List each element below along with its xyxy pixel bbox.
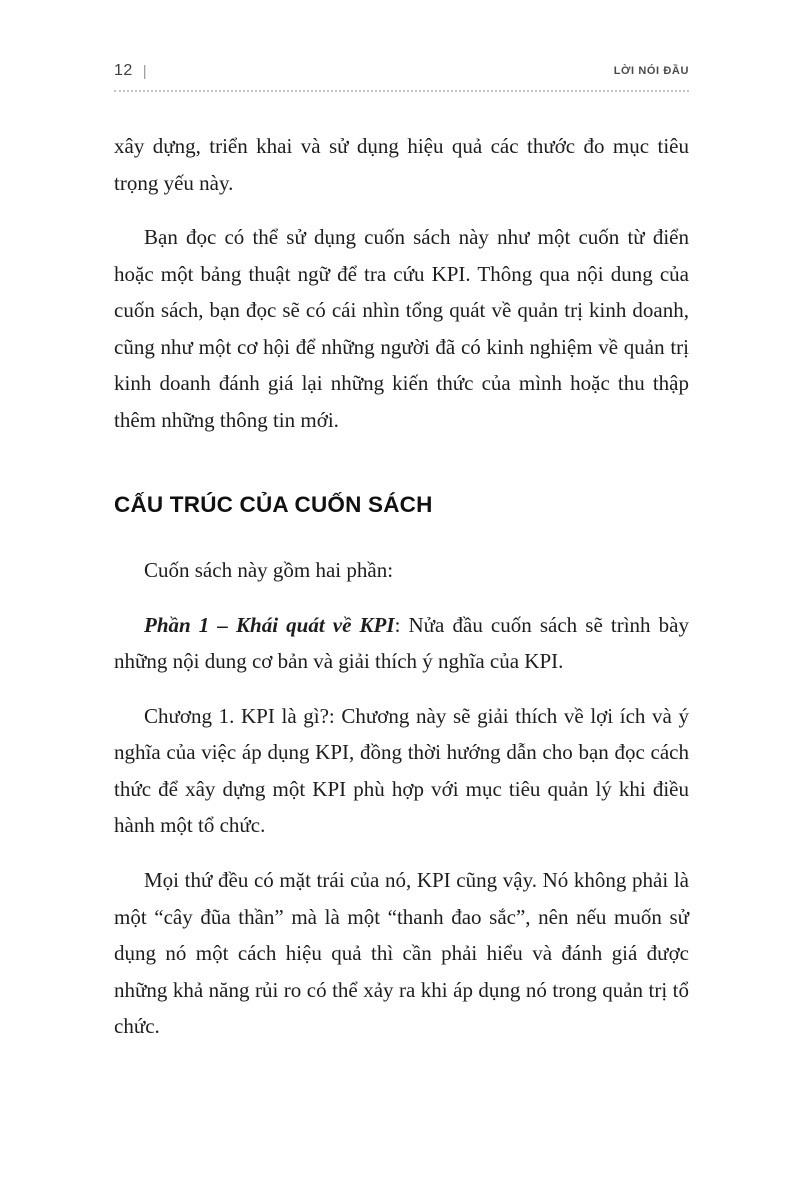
paragraph-chapter1: Chương 1. KPI là gì?: Chương này sẽ giải thích về lợi ích và ý nghĩa của việc áp dụng KPI, đồng thời hướng dẫn cho bạn đọc cách thức để xây dựng một KPI phù hợp với mục tiêu quản lý khi điều hành một tổ chức. [114,703,689,838]
paragraph-two-parts: Cuốn sách này gồm hai phần: [144,558,394,583]
header-separator: | [142,62,147,80]
header-left [114,62,147,80]
body-text [114,128,689,1045]
chapter-header-title: LỜI NÓI ĐẦU [613,65,689,77]
paragraph-reader: Bạn đọc có thể sử dụng cuốn sách này như một cuốn từ điển hoặc một bảng thuật ngữ để tra cứu KPI. Thông qua nội dung của cuốn sách, bạn đọc sẽ có cái nhìn tổng quát về quản trị kinh doanh, cũng như một cơ hội để những người đã có kinh nghiệm về quản trị kinh doanh đánh giá lại những kiến thức của mình hoặc thu thập thêm những thông tin mới. [114,225,689,432]
paragraph-caution: Mọi thứ đều có mặt trái của nó, KPI cũng vậy. Nó không phải là một “cây đũa thần” mà là một “thanh đao sắc”, nên nếu muốn sử dụng nó một cách hiệu quả thì cần phải hiểu và đánh giá được những khả năng rủi ro có thể xảy ra khi áp dụng nó trong quản trị tổ chức. [114,867,689,1039]
section-heading: CẤU TRÚC CỦA CUỐN SÁCH [114,492,433,518]
running-header [114,62,689,90]
paragraph-continuation: xây dựng, triển khai và sử dụng hiệu quả các thước đo mục tiêu trọng yếu này. [114,134,689,195]
page-number: 12 [114,62,133,79]
header-dotted-rule [114,90,689,92]
paragraph-part1-lead: Phần 1 – Khái quát về KPI [144,612,395,637]
paragraph-part1-rest: : Nửa đầu cuốn sách sẽ trình bày những nội dung cơ bản và giải thích ý nghĩa của KPI. [114,612,689,674]
paragraph-part1 [114,607,689,680]
